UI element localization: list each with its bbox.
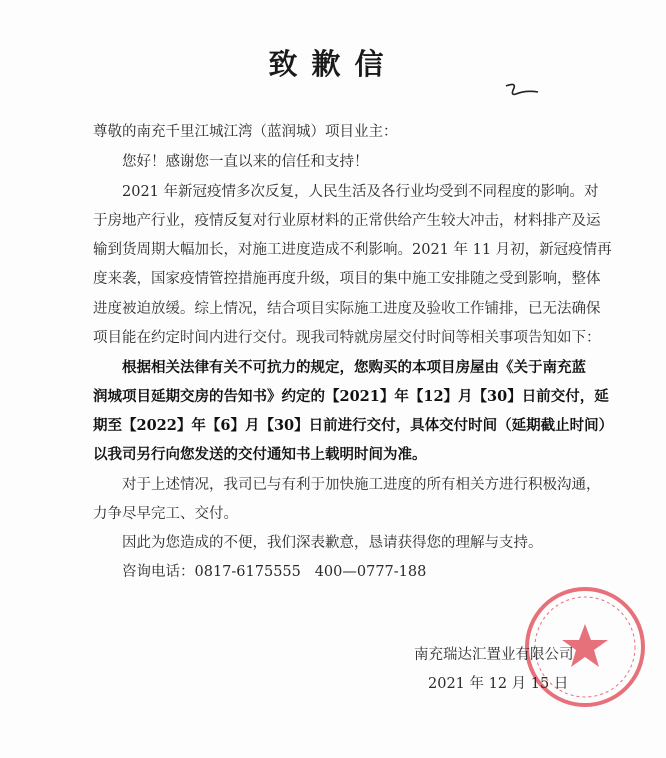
- paragraph-line: 于房地产行业，疫情反复对行业原材料的正常供给产生较大冲击，材料排产及运: [93, 213, 601, 229]
- greeting: 您好！感谢您一直以来的信任和支持！: [122, 154, 369, 170]
- handwritten-mark: [502, 80, 542, 102]
- paragraph-line: 2021 年新冠疫情多次反复，人民生活及各行业均受到不同程度的影响。对: [122, 184, 599, 200]
- paragraph-line: 项目能在约定时间内进行交付。现我司特就房屋交付时间等相关事项告知如下：: [93, 330, 601, 346]
- contact-phone: 咨询电话：0817-6175555 400—0777-188: [122, 564, 427, 580]
- paragraph-line: 对于上述情况，我司已与有利于加快施工进度的所有相关方进行积极沟通，: [122, 477, 601, 493]
- paragraph-line: 输到货周期大幅加长，对施工进度造成不利影响。2021 年 11 月初，新冠疫情再: [93, 242, 612, 258]
- paragraph-line: 进度被迫放缓。综上情况，结合项目实际施工进度及验收工作铺排，已无法确保: [93, 301, 601, 317]
- paragraph-line: 度来袭，国家疫情管控措施再度升级，项目的集中施工安排随之受到影响，整体: [93, 271, 601, 287]
- bold-paragraph-line: 润城项目延期交房的告知书》约定的【2021】年【12】月【30】日前交付，延: [93, 388, 609, 405]
- bold-paragraph-line: 根据相关法律有关不可抗力的规定，您购买的本项目房屋由《关于南充蓝: [122, 359, 586, 376]
- apology-line: 因此为您造成的不便，我们深表歉意，恳请获得您的理解与支持。: [122, 535, 543, 551]
- company-signature: 南充瑞达汇置业有限公司: [414, 647, 574, 663]
- salutation: 尊敬的南充千里江城江湾（蓝润城）项目业主：: [93, 124, 398, 140]
- letter-date: 2021 年 12 月 15 日: [428, 676, 569, 692]
- bold-paragraph-line: 以我司另行向您发送的交付通知书上载明时间为准。: [93, 446, 427, 463]
- bold-paragraph-line: 期至【2022】年【6】月【30】日前进行交付，具体交付时间（延期截止时间）: [93, 417, 614, 434]
- letter-title: 致歉信: [268, 47, 398, 81]
- paragraph-line: 力争尽早完工、交付。: [93, 506, 238, 522]
